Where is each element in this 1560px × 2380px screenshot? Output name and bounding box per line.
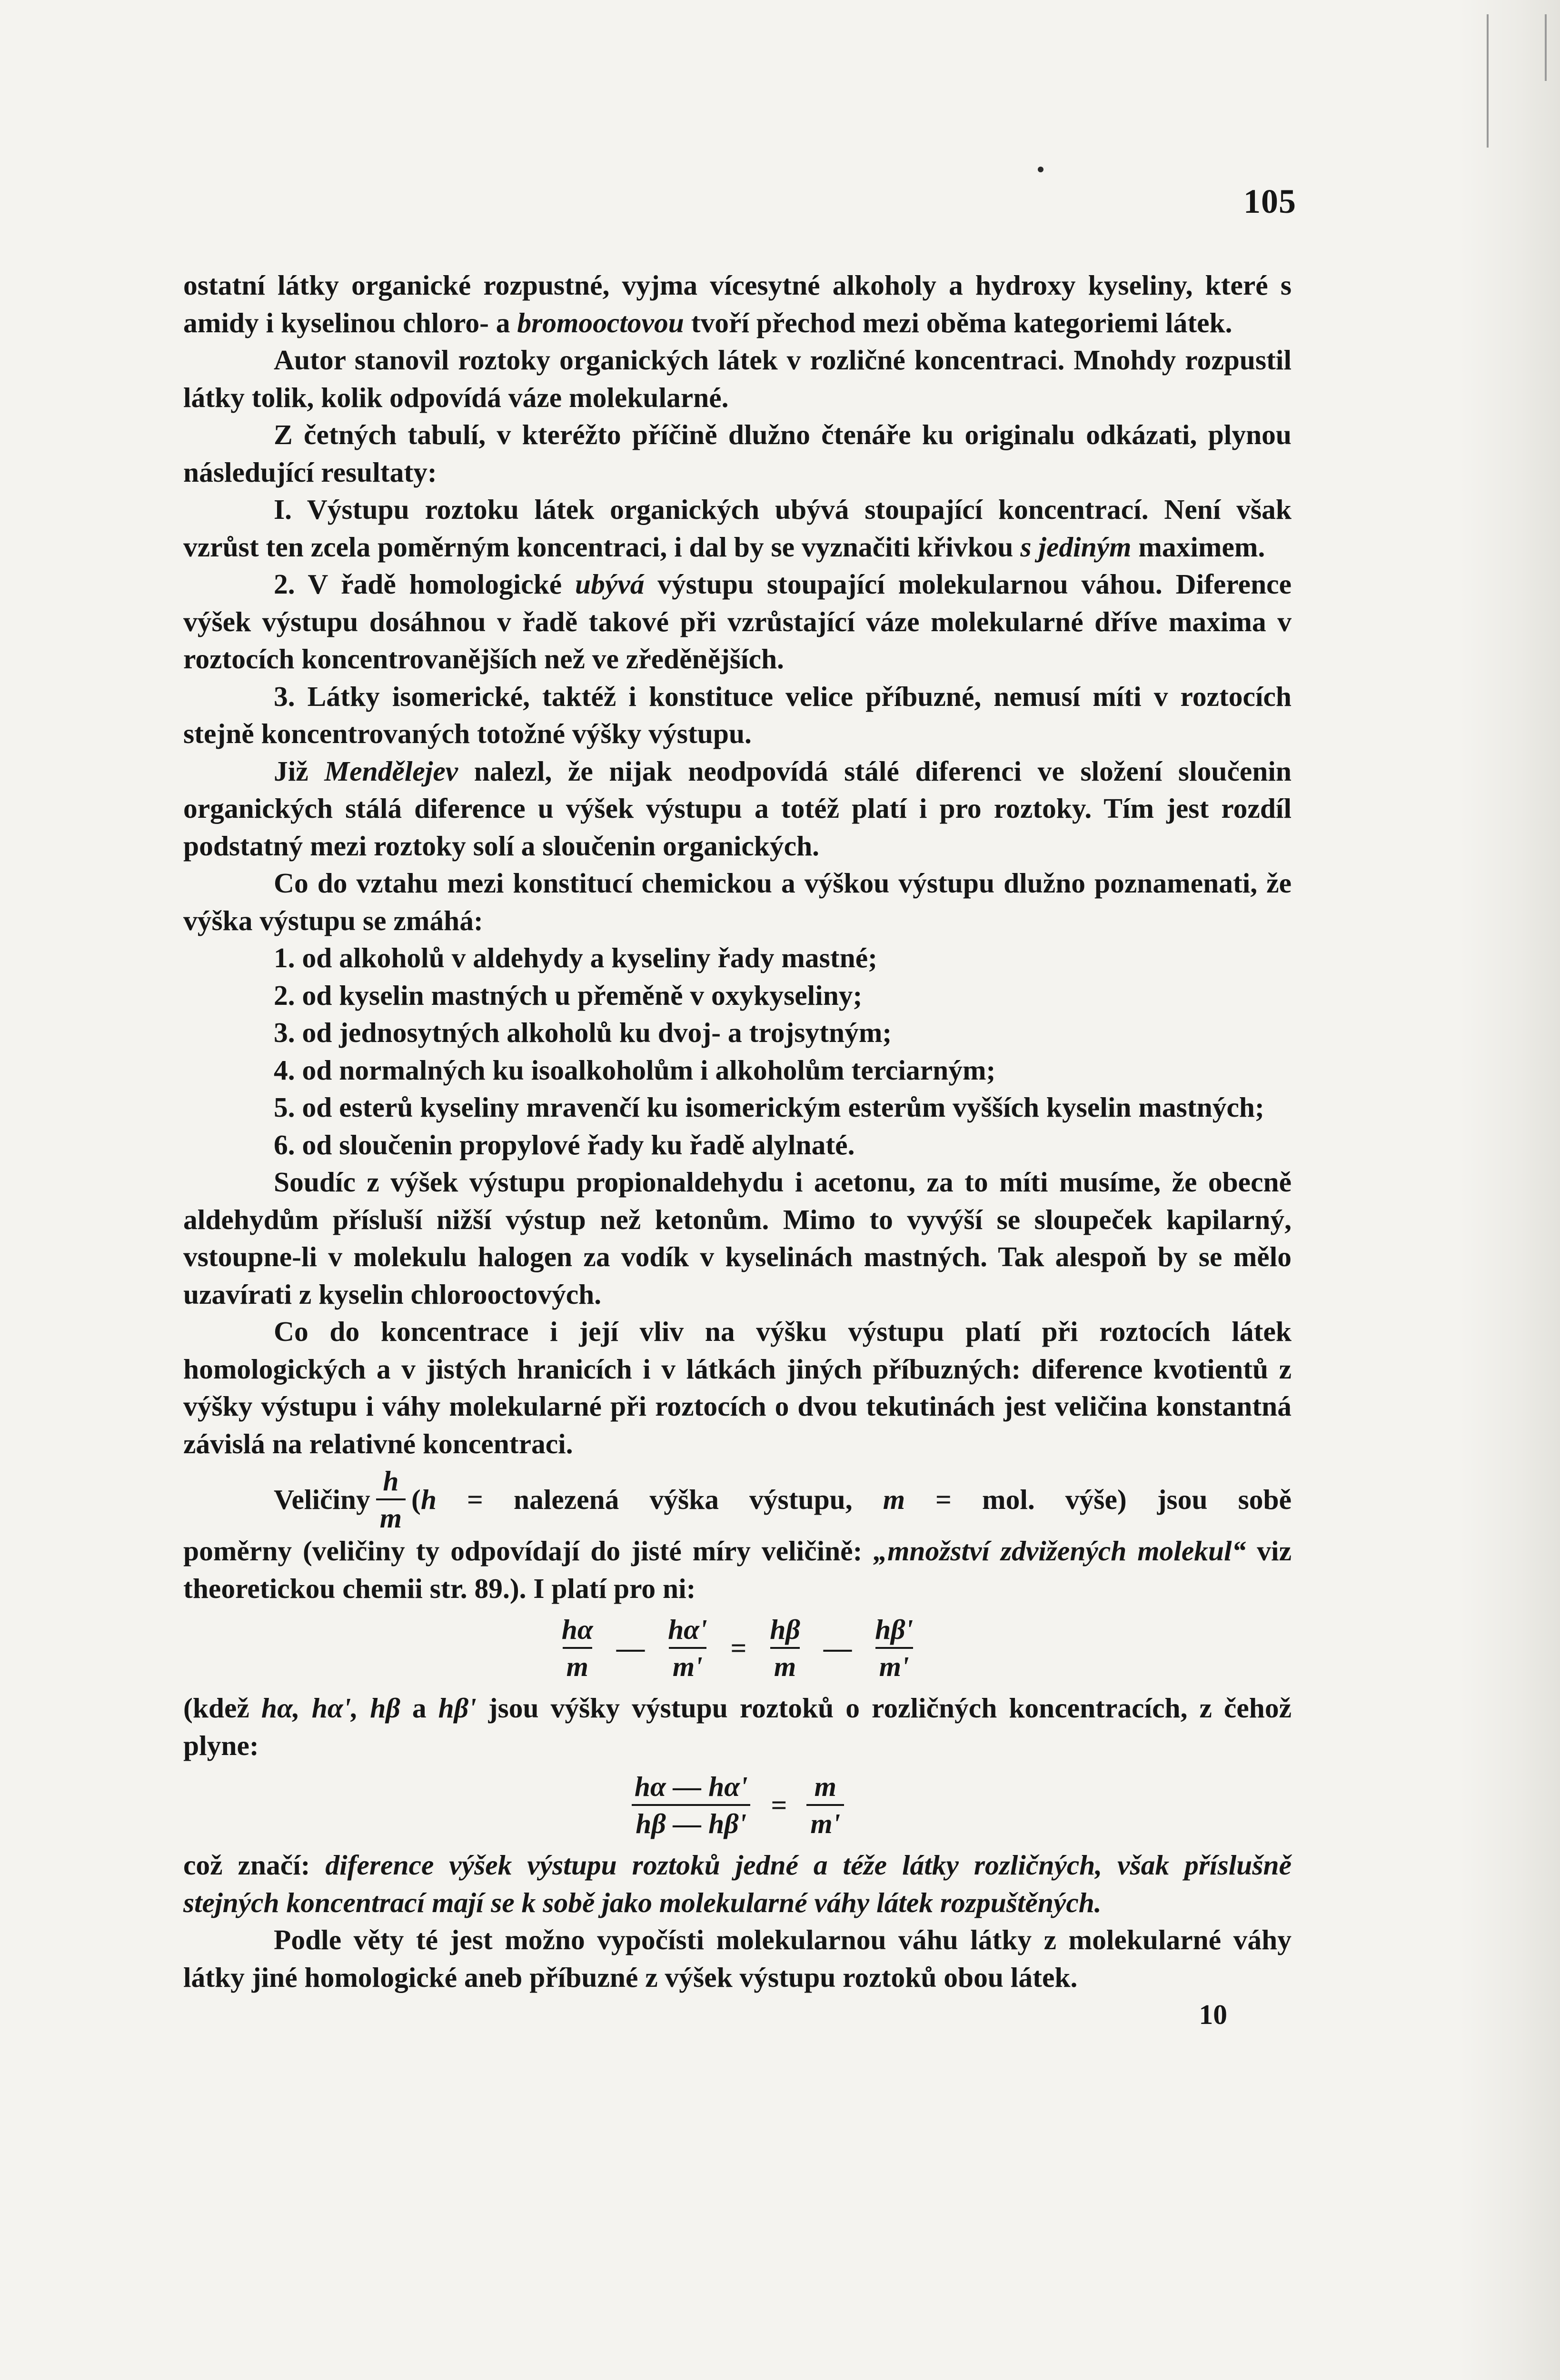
fraction: $\frac{h\alpha — h\alpha'}{h\beta — h\beta'}$ bbox=[631, 1773, 752, 1838]
paragraph: Co do koncentrace i její vliv na výšku výstupu platí při roztocích látek homologických a v jistých hranicích i v látkách jiných příbuzných: diference kvotientů z výšky výstupu i váhy molekularné při roztocích o dvou tekutinách jest veličina konstantná závislá na relativné koncentraci. bbox=[183, 1316, 1292, 1459]
paragraph: (kdež hα, hα', hβ a hβ' jsou výšky výstupu roztoků o rozličných koncentracích, z čehož plyne: bbox=[183, 1692, 1292, 1761]
page-edge-line bbox=[1545, 14, 1547, 81]
printer-signature: 10 bbox=[1199, 1999, 1227, 2030]
paragraph: což značí: diference výšek výstupu roztoků jedné a téže látky rozličných, však příslušně stejných koncentrací mají se k sobě jako molekularné váhy látek rozpuštěných. bbox=[183, 1849, 1292, 1918]
paragraph: I. Výstupu roztoku látek organických ubývá stoupající koncentrací. Není však vzrůst ten zcela poměrným koncentraci, i dal by se vyznačiti křivkou s jediným maximem. bbox=[183, 494, 1292, 563]
paragraph: Podle věty té jest možno vypočísti molekularnou váhu látky z molekularné váhy látky jiné homologické aneb příbuzné z výšek výstupu roztoků obou látek. bbox=[183, 1924, 1292, 1993]
list-item: 5. od esterů kyseliny mravenčí ku isomerickým esterům vyšších kyselin mastných; bbox=[274, 1091, 1264, 1123]
signature-line bbox=[183, 1996, 1292, 2033]
list-item: 2. od kyselin mastných u přeměně v oxykyseliny; bbox=[274, 979, 863, 1011]
paragraph: Autor stanovil roztoky organických látek v rozličné koncentraci. Mnohdy rozpustil látky tolik, kolik odpovídá váze molekularné. bbox=[183, 344, 1292, 413]
body-text bbox=[183, 267, 1292, 2033]
fraction: $\frac{h\beta}{m}$ bbox=[770, 1614, 800, 1682]
list-item: 6. od sloučenin propylové řady ku řadě alylnaté. bbox=[274, 1129, 855, 1160]
paragraph: Z četných tabulí, v kteréžto příčině dlužno čtenáře ku originalu odkázati, plynou následující resultaty: bbox=[183, 419, 1292, 488]
paragraph: 2. V řadě homologické ubývá výstupu stoupající molekularnou váhou. Diference výšek výstupu dosáhnou v řadě takové při vzrůstající váze molekularné dříve maxima v roztocích koncentrovanějších než ve zředěnějších. bbox=[183, 568, 1292, 674]
fraction-h-over-m: $\frac{h}{m}$ bbox=[376, 1467, 406, 1532]
paragraph: ostatní látky organické rozpustné, vyjma vícesytné alkoholy a hydroxy kyseliny, které s amidy i kyselinou chloro- a bromooctovou tvoří přechod mezi oběma kategoriemi látek. bbox=[183, 269, 1292, 338]
paragraph-veliciny: Veličiny $\frac{h}{m}$ (h = nalezená výška výstupu, m = mol. výše) jsou sobě bbox=[274, 1465, 1292, 1534]
fraction: $\frac{h\alpha'}{m'}$ bbox=[668, 1614, 707, 1682]
page-number: 105 bbox=[1243, 182, 1296, 220]
page-edge-shadow bbox=[1460, 0, 1560, 2380]
fraction: $\frac{h\alpha}{m}$ bbox=[561, 1614, 593, 1682]
fraction: $\frac{h\beta'}{m'}$ bbox=[875, 1614, 914, 1682]
fraction: $\frac{m}{m'}$ bbox=[806, 1773, 844, 1838]
scan-speck bbox=[1038, 167, 1043, 172]
list-item: 1. od alkoholů v aldehydy a kyseliny řady mastné; bbox=[274, 942, 877, 973]
paragraph: Soudíc z výšek výstupu propionaldehydu i acetonu, za to míti musíme, že obecně aldehydům přísluší nižší výstup než ketonům. Mimo to vyvýší se sloupeček kapilarný, vstoupne-li v molekulu halogen za vodík v kyselinách mastných. Tak alespoň by se mělo uzavírati z kyselin chlorooctových. bbox=[183, 1166, 1292, 1310]
page-edge-line bbox=[1487, 14, 1489, 148]
list-item: 4. od normalných ku isoalkoholům i alkoholům terciarným; bbox=[274, 1054, 996, 1086]
paragraph: poměrny (veličiny ty odpovídají do jisté míry veličině: „množství zdvižených molekul“ viz theoretickou chemii str. 89.). I platí pro ni: bbox=[183, 1535, 1292, 1604]
paragraph: Již Mendělejev nalezl, že nijak neodpovídá stálé diferenci ve složení sloučenin organických stálá diference u výšek výstupu a totéž platí i pro roztoky. Tím jest rozdíl podstatný mezi roztoky solí a sloučenin organických. bbox=[183, 755, 1292, 862]
list-item: 3. od jednosytných alkoholů ku dvoj- a trojsytným; bbox=[274, 1017, 892, 1048]
formula-differences: $\frac{h\alpha — h\alpha'}{h\beta — h\beta'}$ = $\frac{m}{m'}$ bbox=[183, 1773, 1292, 1838]
paragraph: Co do vztahu mezi konstitucí chemickou a výškou výstupu dlužno poznamenati, že výška výstupu se zmáhá: bbox=[183, 867, 1292, 936]
paragraph: 3. Látky isomerické, taktéž i konstituce velice příbuzné, nemusí míti v roztocích stejně koncentrovaných totožné výšky výstupu. bbox=[183, 680, 1292, 749]
formula-quotients: $\frac{h\alpha}{m}$ — $\frac{h\alpha'}{m'}$ = $\frac{h\beta}{m}$ — $\frac{h\beta'}{m'}$ bbox=[183, 1616, 1292, 1681]
